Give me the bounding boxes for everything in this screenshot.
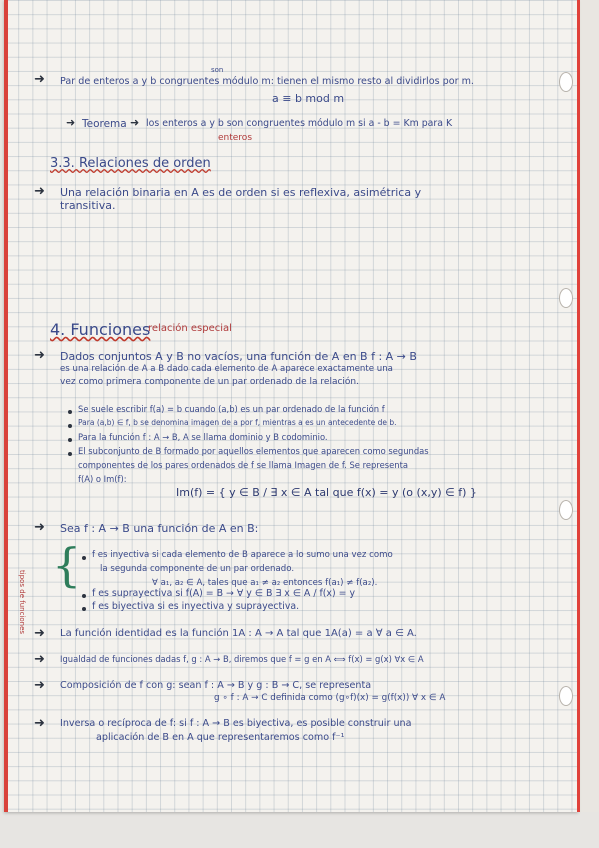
text-line: a ≡ b mod m [272,92,345,105]
text-line: Para (a,b) ∈ f, b se denomina imagen de a por f, mientras a es un antecedente de b. [78,418,397,427]
arrow-icon: ➜ [34,652,45,667]
binder-hole [559,686,573,706]
arrow-icon: ➜ [34,716,45,731]
text-line: La función identidad es la función 1A : A → A tal que 1A(a) = a ∀ a ∈ A. [60,628,417,639]
theorem-label: Teorema [82,118,127,130]
arrow-icon: ➜ [34,520,45,535]
arrow-icon: ➜ [34,678,45,693]
text-line: f es suprayectiva si f(A) = B → ∀ y ∈ B ∃ x ∈ A / f(x) = y [92,588,355,599]
text-line: componentes de los pares ordenados de f se llama Imagen de f. Se representa [78,460,409,470]
bullet-dot [82,556,86,560]
bullet-dot [82,607,86,611]
section-heading: 4. Funciones [50,320,151,339]
text-line: El subconjunto de B formado por aquellos elementos que aparecen como segundas [78,446,429,456]
text-line: la segunda componente de un par ordenado. [100,564,295,574]
formula-line: Im(f) = { y ∈ B / ∃ x ∈ A tal que f(x) = y (o (x,y) ∈ f) } [176,486,477,499]
arrow-icon: ➜ [34,184,45,199]
text-line: Par de enteros a y b congruentes módulo m: tienen el mismo resto al dividirlos por m. [60,76,474,87]
desk-background [0,812,599,848]
text-line: Igualdad de funciones dadas f, g : A → B, diremos que f = g en A ⟺ f(x) = g(x) ∀x ∈ A [60,654,424,664]
red-margin-line [577,0,580,812]
bullet-dot [68,438,72,442]
bullet-dot [68,424,72,428]
section-heading: 3.3. Relaciones de orden [50,156,211,171]
text-line: aplicación de B en A que representaremos como f⁻¹ [96,732,345,743]
text-line: es una relación de A a B dado cada elemento de A aparece exactamente una [60,364,393,374]
text-line: Dados conjuntos A y B no vacíos, una función de A en B f : A → B [60,350,417,363]
text-line: transitiva. [60,199,116,212]
binder-hole [559,288,573,308]
binder-hole [559,72,573,92]
text-line: ∀ a₁, a₂ ∈ A, tales que a₁ ≠ a₂ entonces f(a₁) ≠ f(a₂). [152,578,378,588]
text-line: vez como primera componente de un par ordenado de la relación. [60,377,359,387]
section-subtitle: relación especial [148,323,232,334]
arrow-icon: ➜ [34,348,45,363]
text-line-annotation: son [211,66,224,74]
arrow-icon: ➜ [34,72,45,87]
text-line: los enteros a y b son congruentes módulo m si a - b = Km para K [146,118,453,129]
text-line: Una relación binaria en A es de orden si es reflexiva, asimétrica y [60,186,422,199]
side-note: tipos de funciones [18,570,26,635]
text-line: Inversa o recíproca de f: si f : A → B es biyectiva, es posible construir una [60,718,412,729]
text-line: f es inyectiva si cada elemento de B aparece a lo sumo una vez como [92,550,393,560]
text-line: enteros [218,133,253,143]
text-line: f(A) o Im(f): [78,474,127,484]
arrow-icon: ➜ [130,116,140,129]
page-left-edge [4,0,8,812]
notebook-page [4,0,578,812]
bullet-dot [82,594,86,598]
arrow-icon: ➜ [66,116,76,129]
bullet-dot [68,452,72,456]
brace-icon: { [52,538,82,592]
text-line: f es biyectiva si es inyectiva y suprayectiva. [92,601,300,612]
text-line: Sea f : A → B una función de A en B: [60,522,259,535]
text-line: Composición de f con g: sean f : A → B y g : B → C, se representa [60,680,372,691]
text-line: Se suele escribir f(a) = b cuando (a,b) es un par ordenado de la función f [78,404,385,414]
text-line: g ∘ f : A → C definida como (g∘f)(x) = g(f(x)) ∀ x ∈ A [214,693,446,703]
binder-hole [559,500,573,520]
text-line: Para la función f : A → B, A se llama dominio y B codominio. [78,432,328,442]
bullet-dot [68,410,72,414]
arrow-icon: ➜ [34,626,45,641]
